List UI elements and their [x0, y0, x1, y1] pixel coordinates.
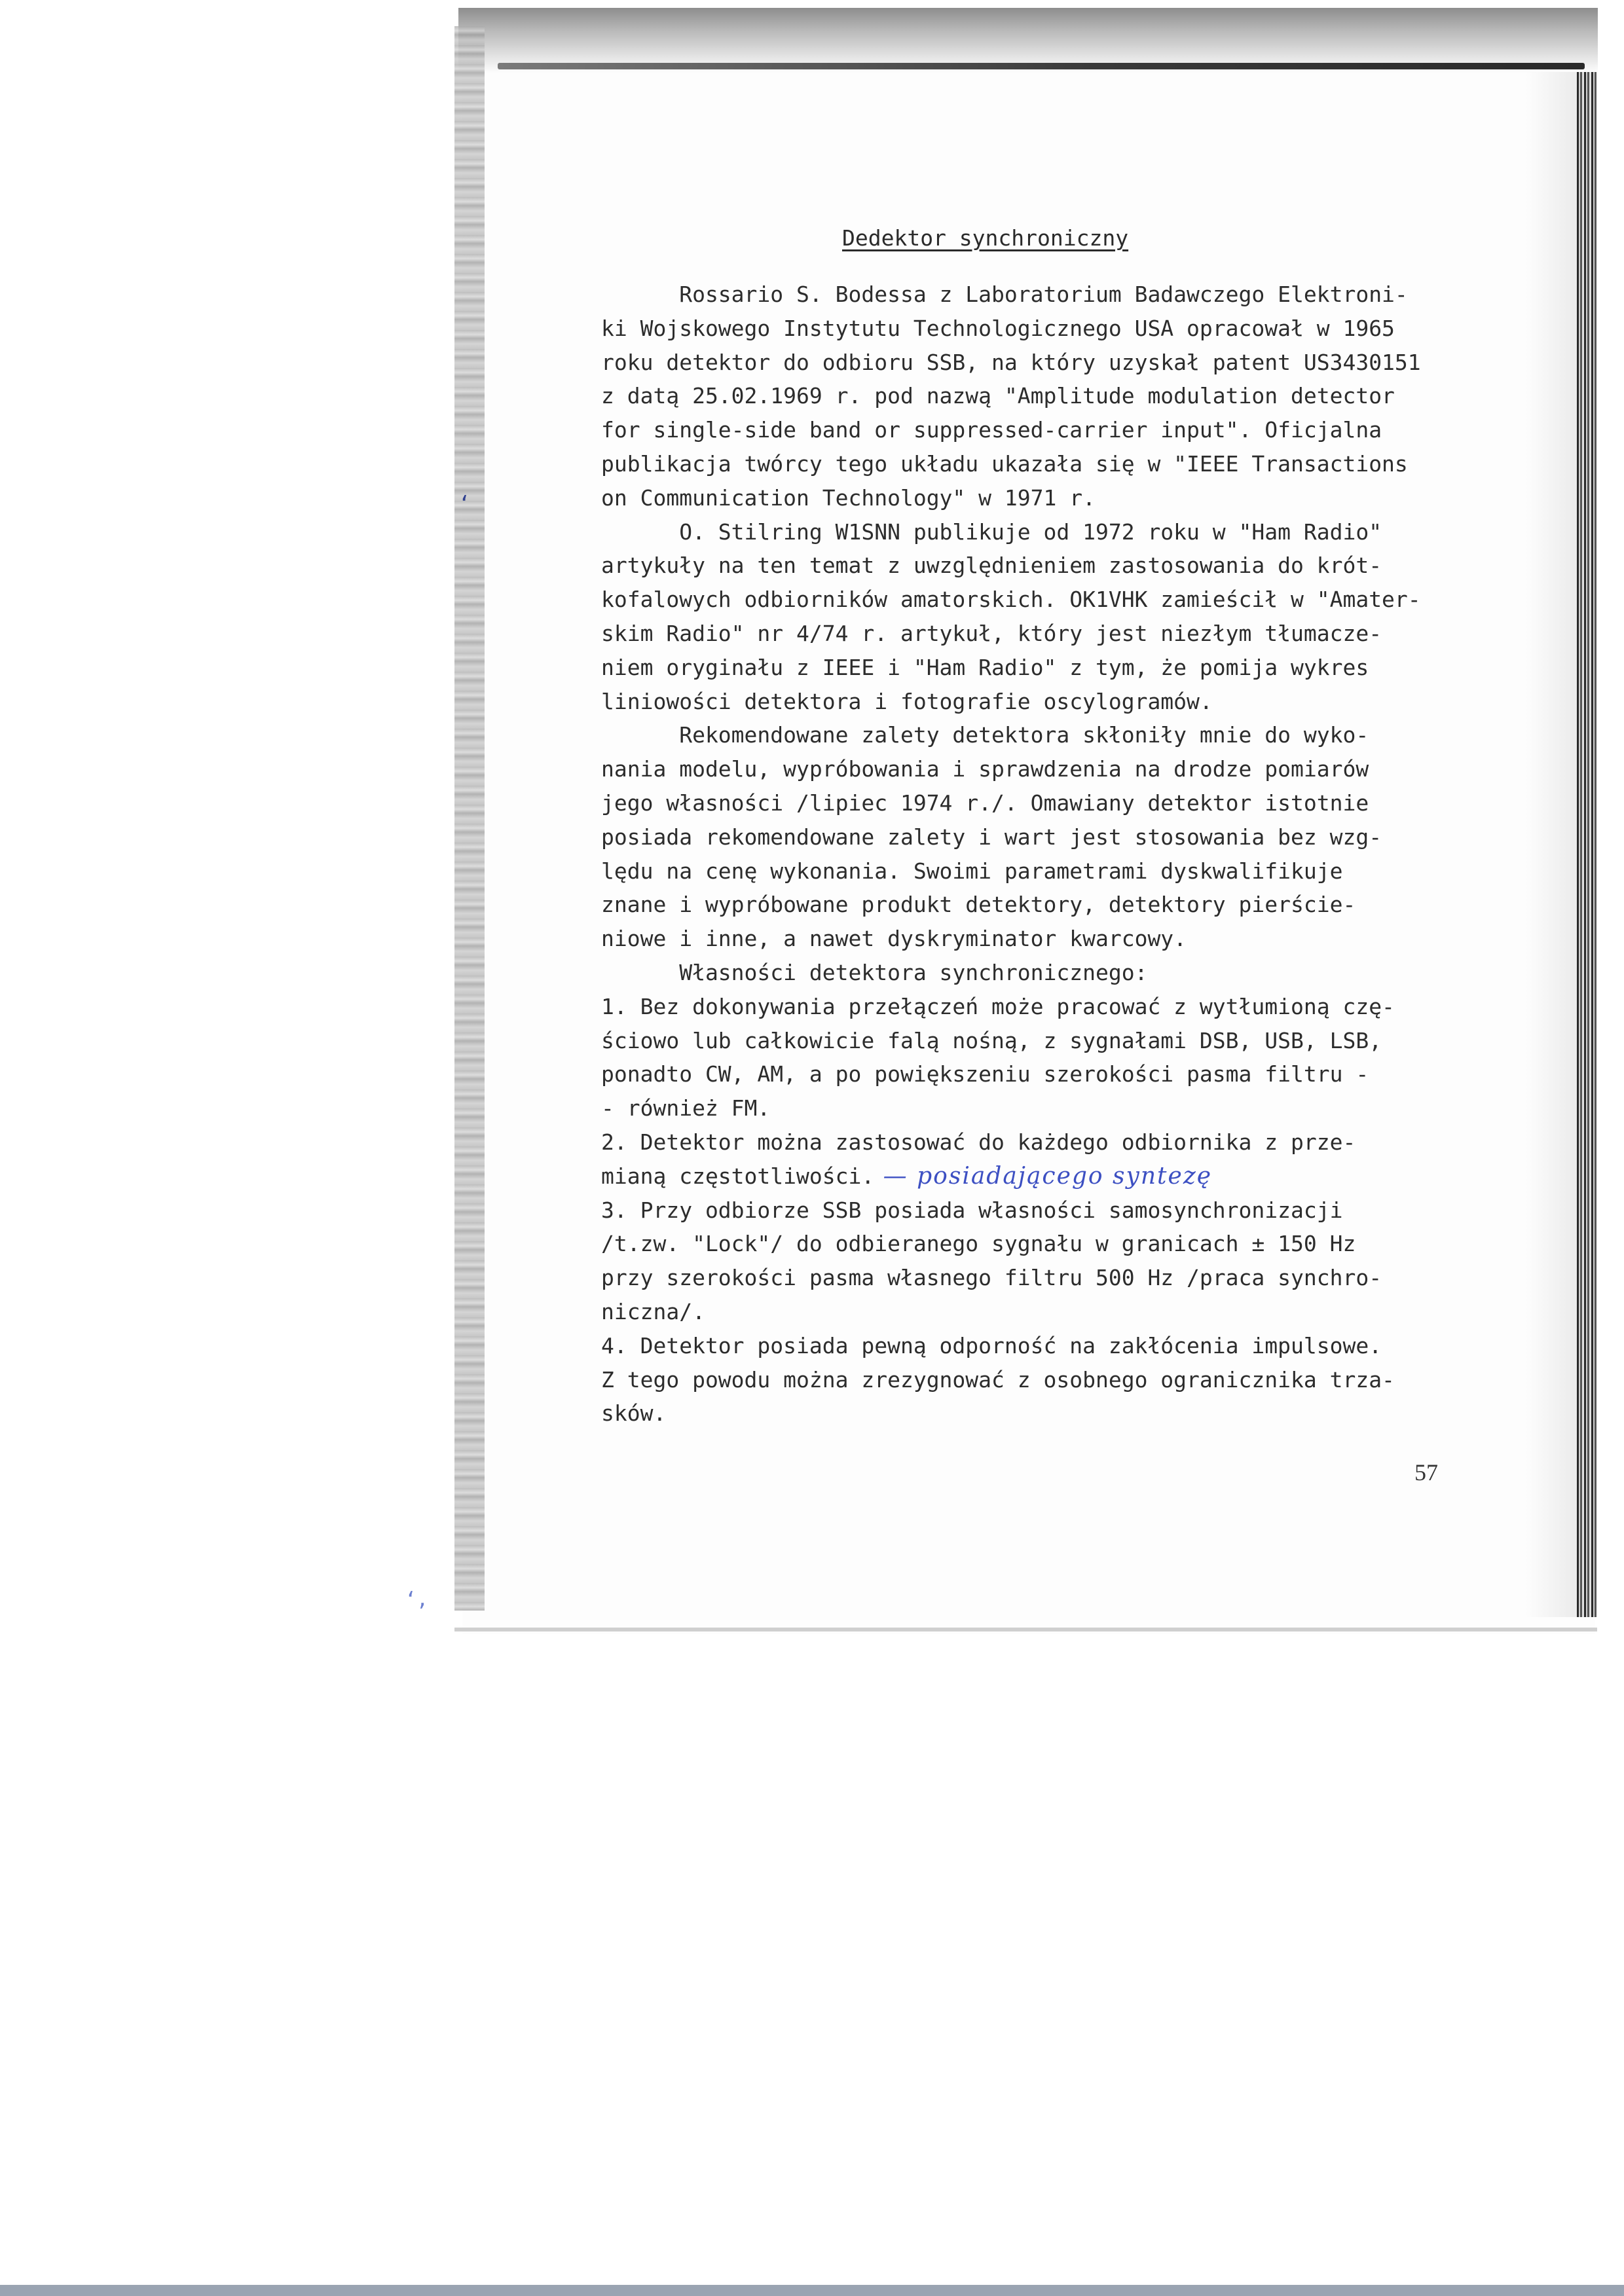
- text-line-with-annotation: [601, 1159, 1472, 1194]
- text-line: ponadto CW, AM, a po powiększeniu szerokości pasma filtru -: [601, 1061, 1369, 1087]
- text-line: jego własności /lipiec 1974 r./. Omawiany detektor istotnie: [601, 790, 1369, 816]
- text-line: Rossario S. Bodessa z Laboratorium Badawczego Elektroni-: [601, 282, 1408, 307]
- ink-mark-left: ‘: [458, 492, 471, 515]
- text-line: publikacja twórcy tego układu ukazała się w "IEEE Transactions: [601, 450, 1408, 477]
- text-line: Z tego powodu można zrezygnować z osobnego ogranicznika trza-: [601, 1366, 1395, 1393]
- text-line: for single-side band or suppressed-carrier input". Oficjalna: [601, 417, 1382, 443]
- document-title: Dedektor synchroniczny: [842, 225, 1129, 251]
- text-line: Własności detektora synchronicznego:: [601, 959, 1148, 985]
- text-line: lędu na cenę wykonania. Swoimi parametrami dyskwalifikuje: [601, 858, 1343, 884]
- scan-edge-right: [1577, 72, 1596, 1617]
- text-line: nania modelu, wypróbowania i sprawdzenia na drodze pomiarów: [601, 756, 1369, 782]
- page-number: 57: [1414, 1459, 1438, 1485]
- text-line: z datą 25.02.1969 r. pod nazwą "Amplitude modulation detector: [601, 383, 1395, 409]
- text-line: niczna/.: [601, 1298, 705, 1324]
- text-line: liniowości detektora i fotografie oscylogramów.: [601, 688, 1213, 714]
- text-line: O. Stilring W1SNN publikuje od 1972 roku w "Ham Radio": [601, 519, 1382, 545]
- text-line: artykuły na ten temat z uwzględnieniem zastosowania do krót-: [601, 553, 1382, 579]
- document-body: [601, 278, 1472, 1430]
- scan-shadow-right-fade: [1526, 72, 1578, 1617]
- text-line: skim Radio" nr 4/74 r. artykuł, który jest niezłym tłumacze-: [601, 620, 1382, 646]
- text-line: posiada rekomendowane zalety i wart jest stosowania bez wzg-: [601, 824, 1382, 850]
- text-line: niowe i inne, a nawet dyskryminator kwarcowy.: [601, 926, 1187, 952]
- text-line: 4. Detektor posiada pewną odporność na zakłócenia impulsowe.: [601, 1332, 1382, 1358]
- ink-mark-bottom: ‘,: [405, 1588, 429, 1611]
- handwritten-annotation: — posiadającego syntezę: [874, 1162, 1213, 1190]
- text-line: sków.: [601, 1400, 667, 1427]
- text-line: kofalowych odbiorników amatorskich. OK1VHK zamieścił w "Amater-: [601, 587, 1421, 613]
- text-line: on Communication Technology" w 1971 r.: [601, 484, 1096, 511]
- text-line: znane i wypróbowane produkt detektory, detektory pierście-: [601, 892, 1356, 918]
- text-line: Rekomendowane zalety detektora skłoniły mnie do wyko-: [601, 722, 1369, 748]
- text-line: ściowo lub całkowicie falą nośną, z sygnałami DSB, USB, LSB,: [601, 1027, 1382, 1053]
- text-line: roku detektor do odbioru SSB, na który uzyskał patent US3430151: [601, 349, 1421, 375]
- text-line: mianą częstotliwości.: [601, 1163, 875, 1189]
- scanner-bottom-stripe: [0, 2285, 1624, 2296]
- scan-edge-bottom: [454, 1628, 1597, 1631]
- text-line: 2. Detektor można zastosować do każdego odbiornika z prze-: [601, 1129, 1356, 1155]
- text-line: ki Wojskowego Instytutu Technologicznego USA opracował w 1965: [601, 315, 1395, 341]
- text-line: /t.zw. "Lock"/ do odbieranego sygnału w granicach ± 150 Hz: [601, 1231, 1356, 1257]
- text-line: - również FM.: [601, 1095, 771, 1121]
- text-line: 3. Przy odbiorze SSB posiada własności samosynchronizacji: [601, 1197, 1343, 1223]
- text-line: niem oryginału z IEEE i "Ham Radio" z tym, że pomija wykres: [601, 654, 1369, 680]
- scan-shadow-left: [454, 26, 485, 1611]
- text-line: 1. Bez dokonywania przełączeń może pracować z wytłumioną czę-: [601, 993, 1395, 1019]
- text-line: przy szerokości pasma własnego filtru 500 Hz /praca synchro-: [601, 1265, 1382, 1291]
- scan-edge-top: [498, 63, 1585, 69]
